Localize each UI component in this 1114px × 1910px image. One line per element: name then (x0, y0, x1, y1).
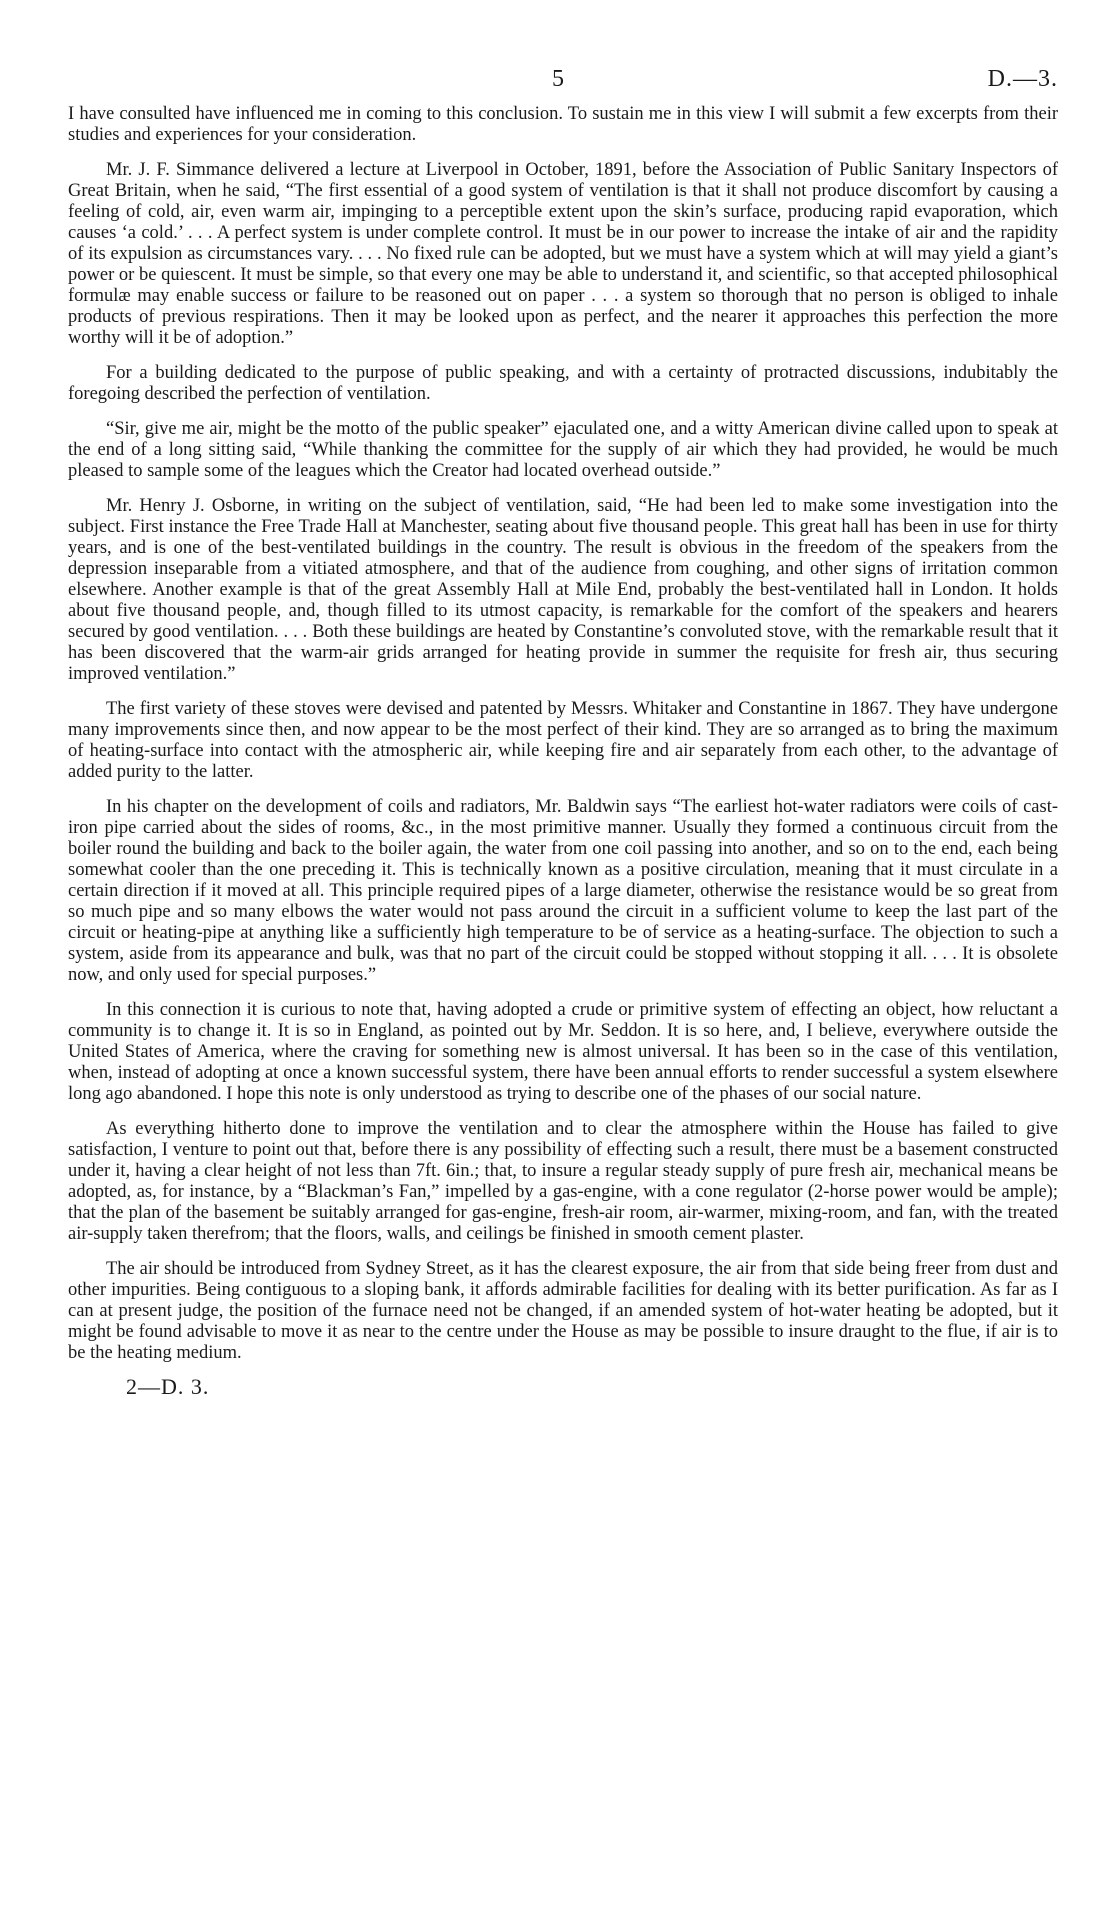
paragraph-baldwin-quote: In his chapter on the development of coils and radiators, Mr. Baldwin says “The earliest hot-water radiators were coils of cast-iron pipe carried about the sides of rooms, &c., in the most primitive manner. Usually they formed a continuous circuit from the boiler round the building and back to the boiler again, the water from one coil passing into another, and so on to the end, each being somewhat cooler than the one preceding it. This is technically known as a positive circulation, meaning that it must circulate in a certain direction if it moved at all. This principle required pipes of a large diameter, otherwise the resistance would be so great from so much pipe and so many elbows the water would not pass around the circuit in a sufficient volume to keep the last part of the circuit or heating-pipe at anything like a sufficiently high temperature to be of service as a heating-surface. The objection to such a system, aside from its appearance and bulk, was that no part of the circuit could be stopped without stopping it all. . . . It is obsolete now, and only used for special purposes.” (68, 797, 1058, 985)
document-page (68, 60, 1058, 1400)
paragraph-basement-proposal: As everything hitherto done to improve the ventilation and to clear the atmosphere within the House has failed to give satisfaction, I venture to point out that, before there is any possibility of effecting such a result, there must be a basement constructed under it, having a clear height of not less than 7ft. 6in.; that, to insure a regular steady supply of pure fresh air, mechanical means be adopted, as, for instance, by a “Blackman’s Fan,” impelled by a gas-engine, with a cone regulator (2-horse power would be ample); that the plan of the basement be suitably arranged for gas-engine, fresh-air room, air-warmer, mixing-room, and fan, with the treated air-supply taken therefrom; that the floors, walls, and ceilings be finished in smooth cement plaster. (68, 1119, 1058, 1244)
paragraph-sydney-street: The air should be introduced from Sydney Street, as it has the clearest exposure, the air from that side being freer from dust and other impurities. Being contiguous to a sloping bank, it affords admirable facilities for dealing with its better purification. As far as I can at present judge, the position of the furnace need not be changed, if an amended system of hot-water heating be adopted, but it might be found advisable to move it as near to the centre under the House as may be possible to insure draught to the flue, if air is to be the heating medium. (68, 1259, 1058, 1363)
paragraph-give-me-air: “Sir, give me air, might be the motto of the public speaker” ejaculated one, and a witty American divine called upon to speak at the end of a long sitting said, “While thanking the committee for the supply of air which they had provided, he would be much pleased to sample some of the leagues which the Creator had located overhead outside.” (68, 419, 1058, 481)
page-header (68, 60, 1058, 104)
page-number: 5 (552, 66, 564, 92)
paragraph-public-speaking: For a building dedicated to the purpose of public speaking, and with a certainty of protracted discussions, indubitably the foregoing described the perfection of ventilation. (68, 363, 1058, 404)
paragraph-social-nature: In this connection it is curious to note that, having adopted a crude or primitive system of effecting an object, how reluctant a community is to change it. It is so in England, as pointed out by Mr. Seddon. It is so here, and, I believe, everywhere outside the United States of America, where the craving for something new is almost universal. It has been so in the case of this ventilation, when, instead of adopting at once a known successful system, there have been annual efforts to render successful a system elsewhere long ago abandoned. I hope this note is only understood as trying to describe one of the phases of our social nature. (68, 1000, 1058, 1104)
paragraph-continuation: I have consulted have influenced me in coming to this conclusion. To sustain me in this view I will submit a few excerpts from their studies and experiences for your consideration. (68, 104, 1058, 145)
paragraph-stoves: The first variety of these stoves were devised and patented by Messrs. Whitaker and Constantine in 1867. They have undergone many improvements since then, and now appear to be the most perfect of their kind. They are so arranged as to bring the maximum of heating-surface into contact with the atmospheric air, while keeping fire and air separately from each other, to the advantage of added purity to the latter. (68, 699, 1058, 782)
body-text (68, 104, 1058, 1364)
document-reference: D.—3. (987, 66, 1058, 92)
paragraph-osborne-quote: Mr. Henry J. Osborne, in writing on the subject of ventilation, said, “He had been led to make some investigation into the subject. First instance the Free Trade Hall at Manchester, seating about five thousand people. This great hall has been in use for thirty years, and is one of the best-ventilated buildings in the country. The result is obvious in the freedom of the speakers from the depression inseparable from a vitiated atmosphere, and that of the audience from coughing, and other signs of irritation common elsewhere. Another example is that of the great Assembly Hall at Mile End, probably the best-ventilated hall in London. It holds about five thousand people, and, though filled to its utmost capacity, is remarkable for the comfort of the speakers and hearers secured by good ventilation. . . . Both these buildings are heated by Constantine’s convoluted stove, with the remarkable result that it has been discovered that the warm-air grids arranged for heating provide in summer the requisite for fresh air, thus securing improved ventilation.” (68, 496, 1058, 684)
paragraph-simmance-quote: Mr. J. F. Simmance delivered a lecture at Liverpool in October, 1891, before the Association of Public Sanitary Inspectors of Great Britain, when he said, “The first essential of a good system of ventilation is that it shall not produce discomfort by causing a feeling of cold, air, even warm air, impinging to a perceptible extent upon the skin’s surface, producing rapid evaporation, which causes ‘a cold.’ . . . A perfect system is under complete control. It must be in our power to increase the intake of air and the rapidity of its expulsion as circumstances vary. . . . No fixed rule can be adopted, but we must have a system which at will may yield a giant’s power or be quiescent. It must be simple, so that every one may be able to understand it, and scientific, so that accepted philosophical formulæ may enable success or failure to be reasoned out on paper . . . a system so thorough that no person is obliged to inhale products of previous respirations. Then it may be looked upon as perfect, and the nearer it approaches this perfection the more worthy will it be of adoption.” (68, 160, 1058, 348)
signature-mark: 2—D. 3. (126, 1374, 210, 1399)
